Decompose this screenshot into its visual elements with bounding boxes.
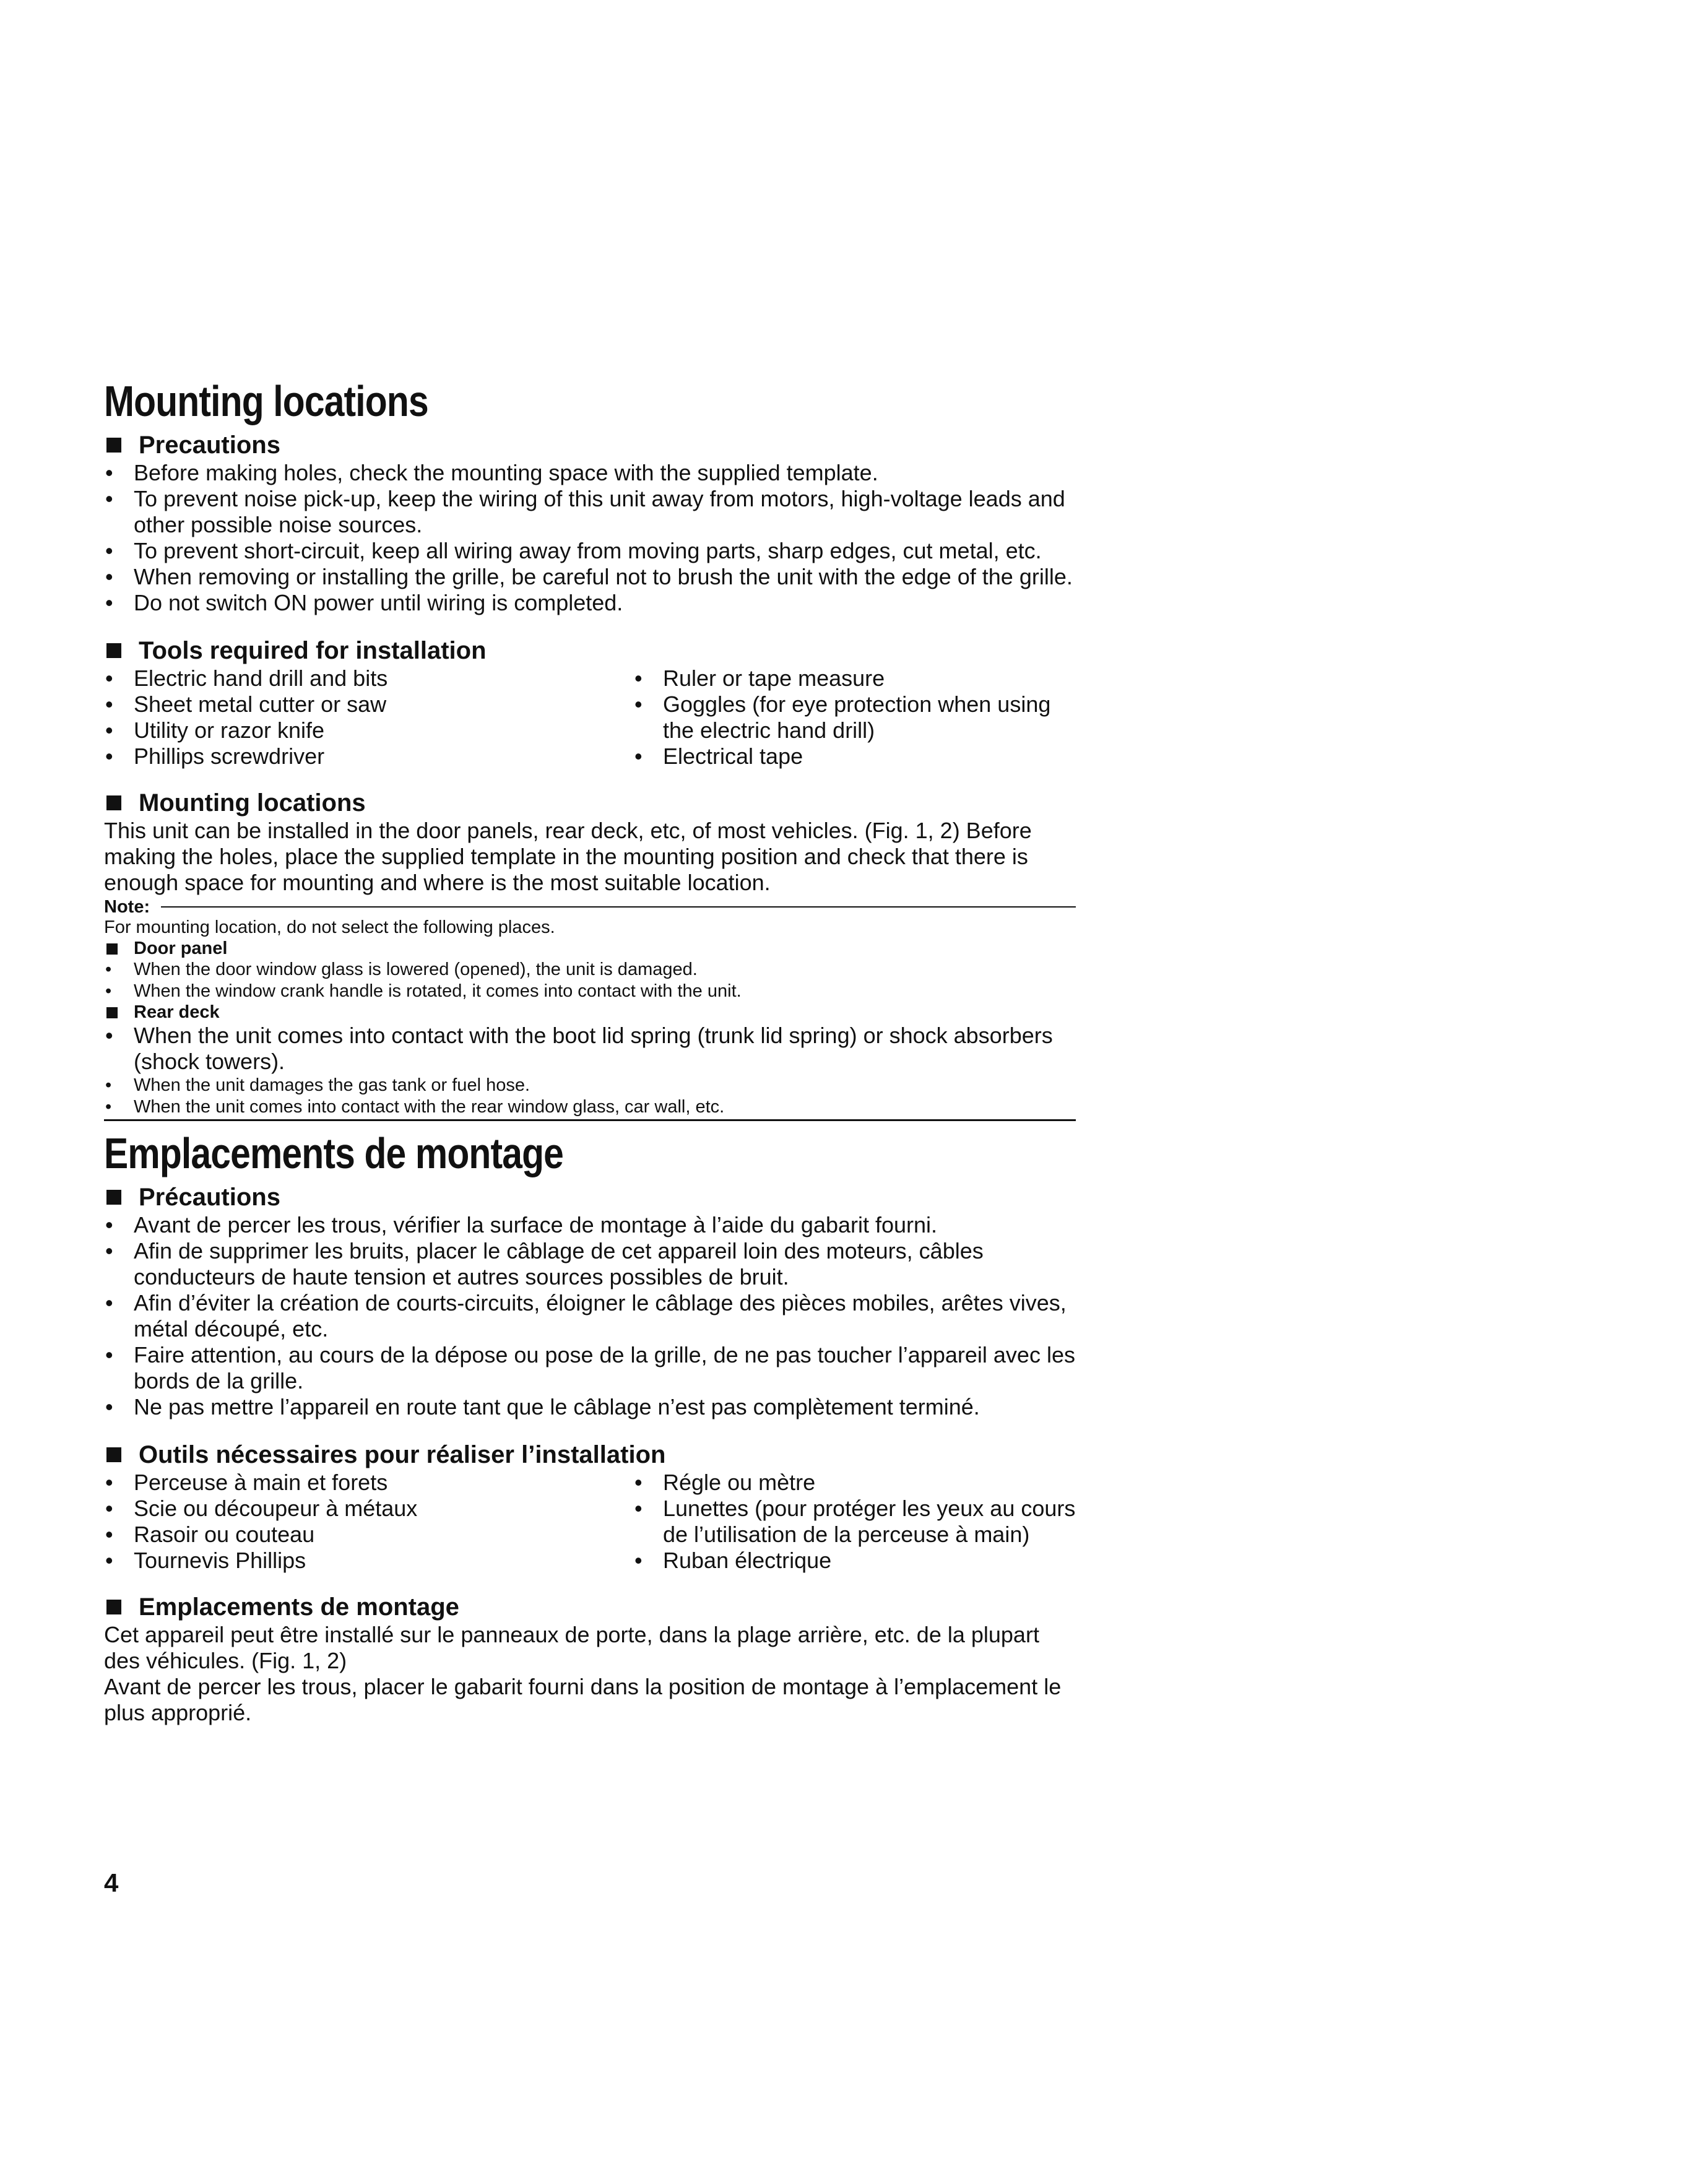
list-item: • Scie ou découpeur à métaux xyxy=(104,1496,633,1522)
precautions-en xyxy=(104,430,1076,616)
tools-heading-en: Tools required for installation xyxy=(139,637,487,664)
list-item: • Do not switch ON power until wiring is completed. xyxy=(104,590,1076,616)
tools-en xyxy=(104,636,1076,769)
list-item: • When removing or installing the grille, be careful not to brush the unit with the edge of the grille. xyxy=(104,564,1076,590)
list-item: • When the unit damages the gas tank or fuel hose. xyxy=(104,1075,1076,1096)
list-item: • Lunettes (pour protéger les yeux au cours de l’utilisation de la perceuse à main) xyxy=(633,1496,1076,1548)
mounting-text-en: This unit can be installed in the door panels, rear deck, etc, of most vehicles. (Fig. 1, 2) Before making the holes, place the supplied template in the mounting position and check that there is enough space for mounting and where is the most suitable location. xyxy=(104,818,1032,895)
precautions-heading-en: Precautions xyxy=(139,431,280,459)
title-fr: Emplacements de montage xyxy=(104,1129,564,1177)
list-item: • Afin de supprimer les bruits, placer le câblage de cet appareil loin des moteurs, câbles conducteurs de haute tension et autres sources possibles de bruit. xyxy=(104,1238,1076,1290)
list-item: • Ne pas mettre l’appareil en route tant que le câblage n’est pas complètement terminé. xyxy=(104,1394,1076,1420)
square-bullet-icon xyxy=(106,1007,118,1018)
square-bullet-icon xyxy=(106,943,118,955)
note-label: Note: xyxy=(104,897,150,917)
list-item: • Before making holes, check the mounting space with the supplied template. xyxy=(104,460,1076,486)
title-en: Mounting locations xyxy=(104,377,428,425)
list-item: • When the window crank handle is rotated, it comes into contact with the unit. xyxy=(104,981,1076,1002)
tools-list-left-fr xyxy=(104,1470,633,1574)
list-item: • To prevent short-circuit, keep all wiring away from moving parts, sharp edges, cut metal, etc. xyxy=(104,538,1076,564)
list-item: • Régle ou mètre xyxy=(633,1470,1076,1496)
square-bullet-icon xyxy=(106,1600,121,1614)
precautions-list-fr xyxy=(104,1212,1076,1420)
page-number: 4 xyxy=(104,1868,119,1897)
list-item: • When the unit comes into contact with the boot lid spring (trunk lid spring) or shock absorbers (shock towers). xyxy=(104,1023,1076,1075)
list-item: • Goggles (for eye protection when using the electric hand drill) xyxy=(633,691,1076,743)
list-item: • Faire attention, au cours de la dépose ou pose de la grille, de ne pas toucher l’appareil avec les bords de la grille. xyxy=(104,1342,1076,1394)
square-bullet-icon xyxy=(106,1190,121,1205)
door-panel-heading: Door panel xyxy=(134,938,228,958)
list-item: • Ruban électrique xyxy=(633,1548,1076,1574)
tools-list-right-fr xyxy=(633,1470,1076,1574)
list-item: • Electrical tape xyxy=(633,743,1076,769)
list-item: • To prevent noise pick-up, keep the wiring of this unit away from motors, high-voltage leads and other possible noise sources. xyxy=(104,486,1076,538)
page-content xyxy=(104,378,1076,1726)
rear-deck-heading: Rear deck xyxy=(134,1002,220,1022)
list-item: • When the door window glass is lowered (opened), the unit is damaged. xyxy=(104,959,1076,981)
list-item: • When the unit comes into contact with the rear window glass, car wall, etc. xyxy=(104,1096,1076,1118)
square-bullet-icon xyxy=(106,795,121,810)
mounting-heading-en: Mounting locations xyxy=(139,789,366,817)
tools-fr xyxy=(104,1440,1076,1574)
list-item: • Utility or razor knife xyxy=(104,717,633,743)
mounting-en xyxy=(104,788,1076,896)
square-bullet-icon xyxy=(106,438,121,453)
precautions-list-en xyxy=(104,460,1076,616)
list-item: • Rasoir ou couteau xyxy=(104,1522,633,1548)
mounting-heading-fr: Emplacements de montage xyxy=(139,1593,459,1621)
square-bullet-icon xyxy=(106,643,121,658)
note-divider xyxy=(161,906,1076,908)
list-item: • Perceuse à main et forets xyxy=(104,1470,633,1496)
list-item: • Tournevis Phillips xyxy=(104,1548,633,1574)
rear-deck-list xyxy=(104,1023,1076,1118)
mounting-text-fr-2: Avant de percer les trous, placer le gabarit fourni dans la position de montage à l’emplacement le plus approprié. xyxy=(104,1674,1062,1725)
square-bullet-icon xyxy=(106,1447,121,1462)
precautions-fr xyxy=(104,1182,1076,1420)
tools-list-right-en xyxy=(633,665,1076,769)
mounting-fr xyxy=(104,1592,1076,1726)
list-item: • Phillips screwdriver xyxy=(104,743,633,769)
tools-heading-fr: Outils nécessaires pour réaliser l’installation xyxy=(139,1441,666,1468)
door-panel-list xyxy=(104,959,1076,1002)
mounting-text-fr-1: Cet appareil peut être installé sur le panneaux de porte, dans la plage arrière, etc. de la plupart des véhicules. (Fig. 1, 2) xyxy=(104,1622,1039,1673)
list-item: • Ruler or tape measure xyxy=(633,665,1076,691)
list-item: • Sheet metal cutter or saw xyxy=(104,691,633,717)
list-item: • Avant de percer les trous, vérifier la surface de montage à l’aide du gabarit fourni. xyxy=(104,1212,1076,1238)
list-item: • Afin d’éviter la création de courts-circuits, éloigner le câblage des pièces mobiles, arêtes vives, métal découpé, etc. xyxy=(104,1290,1076,1342)
note-intro: For mounting location, do not select the following places. xyxy=(104,917,555,937)
tools-list-left-en xyxy=(104,665,633,769)
list-item: • Electric hand drill and bits xyxy=(104,665,633,691)
note-box xyxy=(104,897,1076,1121)
precautions-heading-fr: Précautions xyxy=(139,1184,280,1211)
